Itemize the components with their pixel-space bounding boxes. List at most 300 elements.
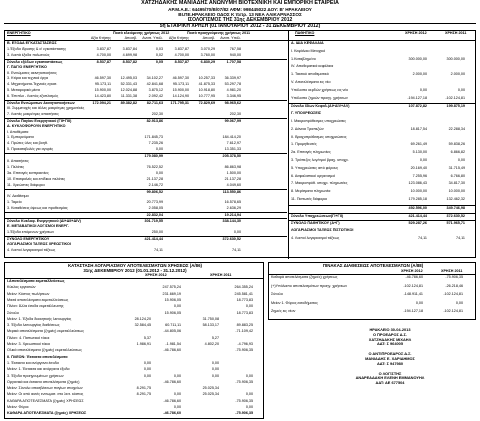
- table-row: [5, 230, 287, 235]
- row-value: 22.288,34: [448, 126, 465, 131]
- table-row: [5, 405, 263, 410]
- table-row: [289, 213, 475, 219]
- results-col-2011-header: ΧΡΗΣΗ 2011: [210, 273, 232, 277]
- company-ids: ΑΡ.Μ.Α.Ε.: 64495/70/Β/07/82 ΑΦΜ: 998445022 ΔΟΥ: Β' ΗΡΑΚΛΕΙΟΥ: [168, 6, 312, 12]
- table-row: [289, 142, 475, 147]
- table-row: [5, 135, 287, 140]
- table-row: [5, 76, 287, 81]
- row-label: Ι. Μακροπρόθεσμες υποχρεώσεις: [291, 119, 346, 123]
- table-row: [289, 103, 475, 109]
- row-label: 6. Έπιπλα - Λοιπός εξοπλισμός: [7, 94, 59, 99]
- row-label: 3. Κτίρια και τεχνικά έργα: [7, 76, 49, 81]
- table-row: [5, 342, 263, 347]
- row-value: 0,00: [211, 373, 219, 378]
- row-value: 571.965,71: [446, 221, 465, 226]
- table-row: [5, 141, 287, 146]
- table-row: [5, 124, 287, 129]
- row-value: 10.257,33: [198, 76, 215, 81]
- table-row: [5, 112, 287, 117]
- table-row: [289, 150, 475, 155]
- row-value: 8.537,87: [174, 59, 189, 64]
- statement-period: 5η ΕΤΑΙΡΙΚΗ ΧΡΗΣΗ (01 ΙΑΝΟΥΑΡΙΟΥ 2012 - 31 ΔΕΚΕΜΒΡΙΟΥ 2012): [4, 23, 476, 31]
- row-value: 4.802,20: [204, 342, 219, 346]
- row-value: 74,11: [154, 247, 163, 252]
- row-value: 8.291,75: [136, 392, 151, 397]
- row-value: 69.261,49: [410, 142, 427, 147]
- table-row: [5, 248, 287, 253]
- row-value: -102.124,81: [403, 283, 423, 288]
- table-row: [5, 392, 263, 397]
- row-value: 300.000,00: [446, 56, 465, 61]
- table-row: [269, 301, 475, 306]
- row-value: 0,00: [211, 367, 219, 372]
- distribution-col-2011-header: ΧΡΗΣΗ 2011: [441, 269, 463, 273]
- assets-col-2012-header: Ποσά κλειόμενης χρήσεως 2012: [113, 31, 170, 35]
- row-value: 4.700,00: [174, 52, 189, 57]
- row-value: 52.331,43: [120, 82, 137, 87]
- row-value: -46.786,60: [163, 398, 181, 403]
- row-value: 0,00: [455, 300, 463, 305]
- row-value: 25.025,34: [202, 392, 219, 397]
- table-row: [5, 171, 287, 176]
- table-row: [5, 130, 287, 135]
- row-value: 421.414,44: [144, 236, 163, 241]
- row-value: 72.829,69: [198, 101, 215, 105]
- row-value: 8.537,82: [122, 59, 137, 64]
- row-value: 86.863,98: [224, 164, 241, 169]
- table-row: [269, 284, 475, 289]
- distribution-table: [268, 262, 476, 320]
- row-value: 74,11: [456, 236, 465, 240]
- table-row: [5, 336, 263, 341]
- row-value: -46.786,60: [163, 348, 181, 353]
- row-label: Ζημιές εις νέον: [271, 309, 296, 313]
- row-label: Δ. ΚΥΚΛΟΦΟΡΟΥΝ ΕΝΕΡΓΗΤΙΚΟ: [7, 123, 66, 128]
- row-label: Ι. Αποθέματα: [7, 129, 29, 134]
- row-label: Μείον: Κόστος πωλήσεων: [7, 291, 50, 296]
- table-row: [289, 197, 475, 202]
- president-title: Ο ΠΡΟΕΔΡΟΣ Δ.Σ.: [372, 331, 408, 337]
- row-value: 0,00: [155, 147, 163, 152]
- row-value: 34.102,27: [146, 76, 163, 81]
- row-value: 18.817,54: [410, 126, 427, 131]
- row-value: 31.715,49: [448, 165, 465, 170]
- row-label: Β. ΕΞΟΔΑ ΕΓΚΑΤΑΣΤΑΣΕΩΣ: [7, 41, 57, 45]
- row-label: Σύνολο εξόδων εγκαταστάσεως: [7, 59, 63, 64]
- table-row: [289, 64, 475, 69]
- row-value: 20.169,40: [410, 165, 427, 170]
- row-label: 8. Μερίσματα πληρωτέα: [291, 189, 331, 194]
- row-value: 5.130,00: [412, 150, 427, 155]
- asset-subcolumn-header: Αποσβ.: [124, 35, 137, 40]
- row-value: 767,58: [229, 46, 241, 51]
- table-row: [5, 41, 287, 46]
- row-value: 82.711,63: [146, 101, 163, 105]
- row-label: Μείον 1. Φόρος εισοδήματος: [271, 300, 318, 305]
- row-label: Σύνολο: [7, 310, 19, 315]
- statement-title: ΙΣΟΛΟΓΙΣΜΟΣ ΤΗΣ 31ης ΔΕΚΕΜΒΡΙΟΥ 2012: [187, 16, 293, 23]
- row-label: Πλέον: 4. Πιστωτικοί τόκοι: [7, 335, 50, 340]
- table-row: [5, 183, 287, 188]
- table-row: [5, 118, 287, 124]
- row-label: 10. Επισφαλείς και επίδικοι πελάτες: [7, 176, 66, 181]
- row-value: -75.906,35: [235, 411, 253, 416]
- table-row: [5, 285, 263, 290]
- table-row: [289, 174, 475, 179]
- row-value: 89.382,82: [120, 101, 137, 105]
- row-value: 1.500,00: [226, 170, 241, 175]
- row-value: 301.719,55: [144, 219, 163, 223]
- table-row: [5, 361, 263, 366]
- table-row: [289, 119, 475, 124]
- row-label: 3. Λοιπά έξοδα πολυετούς: [7, 52, 50, 57]
- row-value: 10.918,80: [198, 88, 215, 93]
- balance-divider: [288, 31, 289, 259]
- row-value: 34.817,30: [448, 181, 465, 186]
- row-label: Σύνολο Ιδίων Κεφαλ.(ΑΙ+ΑΙV+ΑV): [291, 104, 350, 109]
- row-value: 36.339,97: [224, 76, 241, 81]
- row-value: 3.837,84: [122, 46, 137, 51]
- row-label: ΚΑΘΑΡΑ ΑΠΟΤΕΛΕΣΜΑΤΑ (ζημιές) ΧΡΗΣΕΩΣ: [7, 398, 84, 403]
- liabilities-header: ΠΑΘΗΤΙΚΟ: [295, 31, 315, 35]
- row-value: 113.550,86: [222, 189, 241, 194]
- table-row: [5, 399, 263, 404]
- liabilities-col-2011-header: ΧΡΗΣΗ 2011: [445, 31, 467, 35]
- table-row: [289, 80, 475, 85]
- row-value: 372.630,52: [446, 213, 465, 218]
- row-value: -194.127,18: [407, 95, 427, 100]
- table-row: [289, 111, 475, 116]
- statement-header: [0, 1, 480, 31]
- row-label: 5. Μεταφορικά μέσα: [7, 88, 40, 93]
- row-value: 184.414,20: [222, 135, 241, 140]
- row-value: 13.351,33: [224, 147, 241, 152]
- table-row: [5, 106, 287, 111]
- row-label: 1.Έξοδα ίδρυσης & α' εγκατάστασης: [7, 46, 67, 51]
- table-row: [5, 298, 263, 303]
- row-value: 0,00: [173, 304, 181, 309]
- table-row: [5, 165, 287, 170]
- row-label: Κύκλος εργασιών: [7, 285, 36, 290]
- row-value: 264.355,24: [234, 285, 253, 290]
- row-value: 0,00: [245, 392, 253, 397]
- row-value: -44.805,06: [163, 329, 181, 334]
- row-value: 60.711,11: [165, 323, 181, 328]
- row-label: (+)Υπόλοιπο αποτελεσμάτων προηγ. χρήσεων: [271, 283, 348, 288]
- row-value: -75.906,35: [445, 275, 463, 279]
- row-value: 0,00: [143, 367, 151, 372]
- table-row: [5, 53, 287, 58]
- row-value: 12.024,88: [120, 88, 137, 93]
- asset-subcolumn-header: Αναπ. Υπόλ.: [220, 35, 241, 40]
- table-row: [5, 411, 263, 416]
- row-label: ΙΙΙ. Συμμετοχές και άλλες μακρ/σμες χρηματ/κές: [7, 105, 85, 110]
- row-value: -102.124,81: [443, 309, 463, 313]
- row-label: 3α. Επιταγές εισπρακτέες: [7, 170, 49, 175]
- row-value: 0,00: [245, 304, 253, 309]
- row-label: Γ. ΥΠΟΧΡΕΩΣΕΙΣ: [291, 111, 322, 116]
- results-title: ΚΑΤΑΣΤΑΣΗ ΛΟΓΑΡΙΑΣΜΟΥ ΑΠΟΤΕΛΕΣΜΑΤΩΝ ΧΡΗΣΕΩΣ (Α/86): [68, 263, 202, 268]
- balance-sheet: [4, 30, 476, 258]
- row-value: 3.070,29: [200, 46, 215, 51]
- row-value: 7.255,96: [412, 173, 427, 178]
- row-value: -71.109,42: [235, 329, 253, 334]
- row-value: -148.911,41: [403, 292, 423, 296]
- row-label: 1. Ταμείο: [7, 200, 22, 205]
- row-value: 4.700,00: [96, 52, 111, 57]
- row-label: Ολικά αποτελέσματα (ζημιές) εκμεταλλεύσεως: [7, 348, 82, 353]
- row-value: 132.462,32: [446, 197, 465, 201]
- row-value: 179.285,18: [408, 197, 427, 201]
- row-label: Ε. ΜΕΤΑΒΑΤΙΚΟΙ ΛΟΓ/ΣΜΟΙ ΕΝΕΡΓ.: [7, 223, 69, 228]
- table-row: [5, 194, 287, 199]
- row-label: Μείον: 1. Έξοδα διοικητικής λειτουργίας: [7, 316, 72, 321]
- president-name: ΧΑΤΖΗΔΑΚΗΣ ΜΙΧΑΗΛ: [368, 336, 412, 342]
- vice-president-id: ΑΔΤ: Σ 947980: [376, 360, 403, 366]
- balance-header-rule: [5, 40, 475, 41]
- row-label: Σύνολο Ενσώματων Ακινητοποιήσεων: [7, 101, 75, 105]
- row-value: 89.883,25: [236, 323, 253, 328]
- row-value: 15.900,00: [172, 88, 189, 93]
- table-row: [5, 386, 263, 391]
- row-label: 3. Καταθέσεις όψεως και προθεσμίας: [7, 206, 68, 211]
- row-label: 4. Πρώτες ύλες και βοηθ.: [7, 141, 48, 146]
- row-value: 2.146,72: [148, 182, 163, 187]
- vice-president-name: ΜΑΝΙΑΔΗΣ Ε. ΧΑΡΙΔΗΜΟΣ: [365, 355, 415, 361]
- accountant-title: Ο ΛΟΓΙΣΤΗΣ: [378, 370, 402, 376]
- row-value: -75.906,35: [235, 398, 253, 403]
- table-row: [5, 380, 263, 385]
- row-value: 7.612,97: [226, 141, 241, 146]
- row-value: 231.669,19: [162, 291, 181, 296]
- row-label: 2. Δάνεια Τραπεζών: [291, 126, 324, 131]
- table-row: [5, 212, 287, 218]
- row-value: 0,00: [457, 87, 465, 92]
- row-value: 21.137,28: [224, 176, 241, 181]
- table-row: [5, 348, 263, 353]
- table-row: [5, 218, 287, 224]
- table-row: [5, 94, 287, 99]
- row-value: -102.124,81: [445, 95, 465, 100]
- row-label: 1. Τακτικό αποθεματικό: [291, 72, 329, 77]
- accountant-name: ΑΝΔΡΕΑΔΑΚΗ ΕΛΕΝΗ ΕΜΜΑΝΟΥΗΛ: [355, 375, 425, 381]
- table-row: [5, 317, 263, 322]
- row-value: -46.786,60: [163, 411, 181, 416]
- table-row: [5, 242, 287, 247]
- row-label: Μείον: Σύνολο αποσβέσεων παγίων στοιχείων: [7, 386, 83, 391]
- row-value: 5,27: [211, 335, 219, 340]
- table-row: [5, 100, 287, 106]
- row-label: 3. Έξοδα λειτουργίας διαθέσεως: [7, 323, 60, 328]
- row-value: 8.291,75: [136, 386, 151, 391]
- table-row: [5, 236, 287, 242]
- distribution-col-2012-header: ΧΡΗΣΗ 2012: [401, 269, 423, 273]
- row-value: 338.144,30: [222, 219, 241, 223]
- table-row: [5, 367, 263, 372]
- row-value: 0,03: [155, 46, 163, 51]
- row-label: Ι.Αποτελέσματα εκμεταλλεύσεως: [7, 279, 65, 283]
- row-label: 6. Ασφαλιστικοί οργανισμοί: [291, 173, 336, 178]
- row-value: 10.000,00: [448, 189, 465, 194]
- row-value: 0,00: [143, 360, 151, 365]
- row-label: Ι. Κεφάλαιο Μετοχικό: [291, 48, 326, 53]
- row-value: 42.841,68: [146, 82, 163, 87]
- table-row: [289, 41, 475, 46]
- asset-subcolumn-header: Αξία Κτήσης: [168, 35, 189, 40]
- row-value: 300.000,00: [408, 56, 427, 61]
- row-value: 4.049,60: [226, 182, 241, 187]
- row-value: 0,00: [457, 158, 465, 162]
- row-value: 172.094,21: [92, 101, 111, 105]
- row-value: 98.965,62: [224, 101, 241, 105]
- row-value: -75.906,35: [235, 379, 253, 384]
- row-value: 3.837,87: [174, 46, 189, 51]
- row-value: 19.214,94: [224, 213, 241, 218]
- table-row: [5, 82, 287, 87]
- row-value: 4.699,98: [122, 52, 137, 57]
- row-value: 31.750,08: [202, 316, 219, 321]
- row-label: Μερικά αποτελέσματα (ζημιές) εκμεταλλεύσεως: [7, 329, 85, 334]
- table-row: [5, 88, 287, 93]
- row-value: 99.067,99: [224, 118, 241, 123]
- row-value: 82.913,86: [146, 118, 163, 123]
- table-row: [5, 159, 287, 164]
- signature-place-date: ΗΡΑΚΛΕΙΟ 30-04-2013: [369, 327, 411, 332]
- table-row: [269, 292, 475, 297]
- table-row: [289, 181, 475, 186]
- table-row: [5, 279, 263, 284]
- row-value: 0,00: [173, 373, 181, 378]
- row-value: 15.906,05: [164, 297, 181, 302]
- table-row: [289, 127, 475, 132]
- row-value: 202,30: [229, 111, 241, 116]
- row-value: 12.495,03: [120, 76, 137, 81]
- row-label: Μείον: Φόροι: [7, 405, 29, 409]
- row-value: 46.597,30: [94, 76, 111, 81]
- row-value: 32.584,45: [134, 323, 151, 328]
- row-value: 199.875,19: [446, 104, 465, 109]
- row-value: 245.581,41: [234, 291, 253, 296]
- accountant-id: ΑΔΤ: ΑΕ 677504: [375, 380, 405, 386]
- asset-subcolumn-header: Αποσβ.: [202, 35, 215, 40]
- row-value: 349.746,98: [446, 205, 465, 210]
- row-value: 2.058,05: [148, 206, 163, 211]
- company-address: ΒΙ.ΠΕ.ΗΡΑΚΛΕΙΟ ΟΔΟΣ Κ πετρ. 13 ΝΕΑ ΑΛΙΚΑΡΝΑΣΣΟΣ: [178, 12, 302, 18]
- asset-subcolumn-header: Αναπ. Υπόλ.: [142, 35, 163, 40]
- distribution-title: ΠΙΝΑΚΑΣ ΔΙΑΘΕΣΕΩΣ ΑΠΟΤΕΛΕΣΜΑΤΩΝ (Α/88): [322, 263, 424, 268]
- row-value: -1.981,54: [165, 342, 181, 346]
- row-value: 1.986,91: [136, 342, 151, 346]
- table-row: [5, 47, 287, 52]
- table-row: [289, 88, 475, 93]
- table-row: [289, 166, 475, 171]
- row-label: Υπόλοιπο ζημιών προηγ. χρήσεων: [291, 95, 348, 100]
- row-value: 15.900,00: [94, 88, 111, 93]
- table-row: [5, 65, 287, 70]
- table-row: [269, 275, 475, 280]
- signature-block: [330, 328, 450, 386]
- results-subtitle: 31ης ΔΕΚΕΜΒΡΙΟΥ 2012 (01.01.2012 - 31.12.2012): [83, 267, 187, 273]
- row-label: Μείον: Οι από αυτές ενσωματ. στο λειτ. κόστος: [7, 392, 84, 397]
- row-value: 3.875,12: [148, 88, 163, 93]
- row-value: 21.137,28: [146, 176, 163, 181]
- table-row: [5, 189, 287, 195]
- row-label: ΙΙ. ΠΛΕΟΝ: Έκτακτα αποτελέσματα: [7, 354, 68, 359]
- row-value: 22.832,04: [146, 213, 163, 218]
- row-value: 0,05: [155, 59, 163, 64]
- row-value: 16.578,65: [224, 200, 241, 205]
- row-value: -102.124,81: [443, 292, 463, 296]
- row-label: Καθαρά αποτελέσματα (ζημιές) χρήσεως: [271, 275, 338, 279]
- row-value: 0,00: [155, 170, 163, 175]
- row-label: ΛΟΓΑΡΙΑΣΜΟΙ ΤΑΞΕΩΣ ΠΙΣΤΩΤΙΚΟΙ: [291, 228, 354, 233]
- table-row: [5, 147, 287, 152]
- row-value: 171.845,73: [144, 135, 163, 140]
- row-label: 7. Μακροπρόθ. υποχρ. πληρωτέες: [291, 181, 348, 186]
- table-row: [5, 206, 287, 211]
- row-label: Σύνολο Παγίου Ενεργητικού (ΓΙΙ+ΓΙΙΙ): [7, 118, 72, 123]
- table-row: [5, 374, 263, 379]
- table-row: [5, 224, 287, 229]
- table-row: [289, 158, 475, 163]
- row-value: 14.423,80: [94, 94, 111, 99]
- row-value: 1.707,58: [226, 59, 241, 64]
- row-label: ΙΙ. Απαιτήσεις: [7, 159, 29, 163]
- row-label: 5. Υποχρεώσεις από φόρους: [291, 165, 339, 170]
- row-value: 492.596,00: [408, 205, 427, 210]
- row-value: 41.875,33: [198, 82, 215, 87]
- row-label: 11. Πιστωτές διάφοροι: [291, 197, 328, 201]
- row-value: 2.000,00: [412, 72, 427, 77]
- row-value: 205.378,50: [222, 154, 241, 159]
- row-value: 0,00: [211, 360, 219, 365]
- row-value: -46.786,60: [163, 379, 181, 384]
- table-row: [289, 49, 475, 54]
- row-value: 3.837,87: [96, 46, 111, 51]
- table-row: [289, 57, 475, 62]
- table-row: [289, 205, 475, 211]
- row-value: 95.173,11: [172, 82, 189, 87]
- row-value: 15.906,05: [164, 310, 181, 315]
- table-row: [5, 304, 263, 309]
- row-label: Οργανικά και έκτακτα αποτελέσματα (ζημιές): [7, 379, 80, 384]
- row-value: 28.124,20: [134, 316, 151, 321]
- table-row: [5, 200, 287, 205]
- row-label: ΣΥΝΟΛΟ ΕΝΕΡΓΗΤΙΚΟΥ: [7, 236, 50, 241]
- row-value: 58.133,17: [202, 323, 219, 328]
- row-label: ΙΙ. Βραχυπρόθεσμες υποχρεώσεις: [291, 134, 347, 139]
- row-value: 20.773,99: [146, 200, 163, 205]
- row-label: 1.Έξοδα επόμενων χρήσεων: [7, 229, 55, 234]
- results-col-2012-header: ΧΡΗΣΗ 2012: [145, 273, 167, 277]
- table-row: [5, 355, 263, 360]
- row-value: 179.080,99: [144, 154, 163, 159]
- row-value: 5,37: [143, 335, 151, 340]
- row-label: Γ. ΠΑΓΙΟ ΕΝΕΡΓΗΤΙΚΟ: [7, 64, 47, 69]
- row-value: 3.346,95: [226, 94, 241, 99]
- row-label: Σύνολο: [271, 292, 283, 296]
- assets-col-2011-header: Ποσά προηγούμενης χρήσεως 2011: [187, 31, 251, 35]
- row-value: 99.806,52: [146, 189, 163, 194]
- assets-header: ΕΝΕΡΓΗΤΙΚΟ: [7, 31, 31, 35]
- table-row: [289, 189, 475, 194]
- row-label: 1.Καταβλημένο: [291, 56, 316, 61]
- row-label: IV. Διαθέσιμα: [7, 194, 29, 199]
- row-value: 59.838,26: [448, 142, 465, 147]
- row-value: 421.414,44: [408, 213, 427, 218]
- row-value: 6.830,29: [200, 59, 215, 64]
- row-label: ΣΥΝΟΛΟ ΠΑΘΗΤΙΚΟΥ (Α+Γ): [291, 221, 340, 226]
